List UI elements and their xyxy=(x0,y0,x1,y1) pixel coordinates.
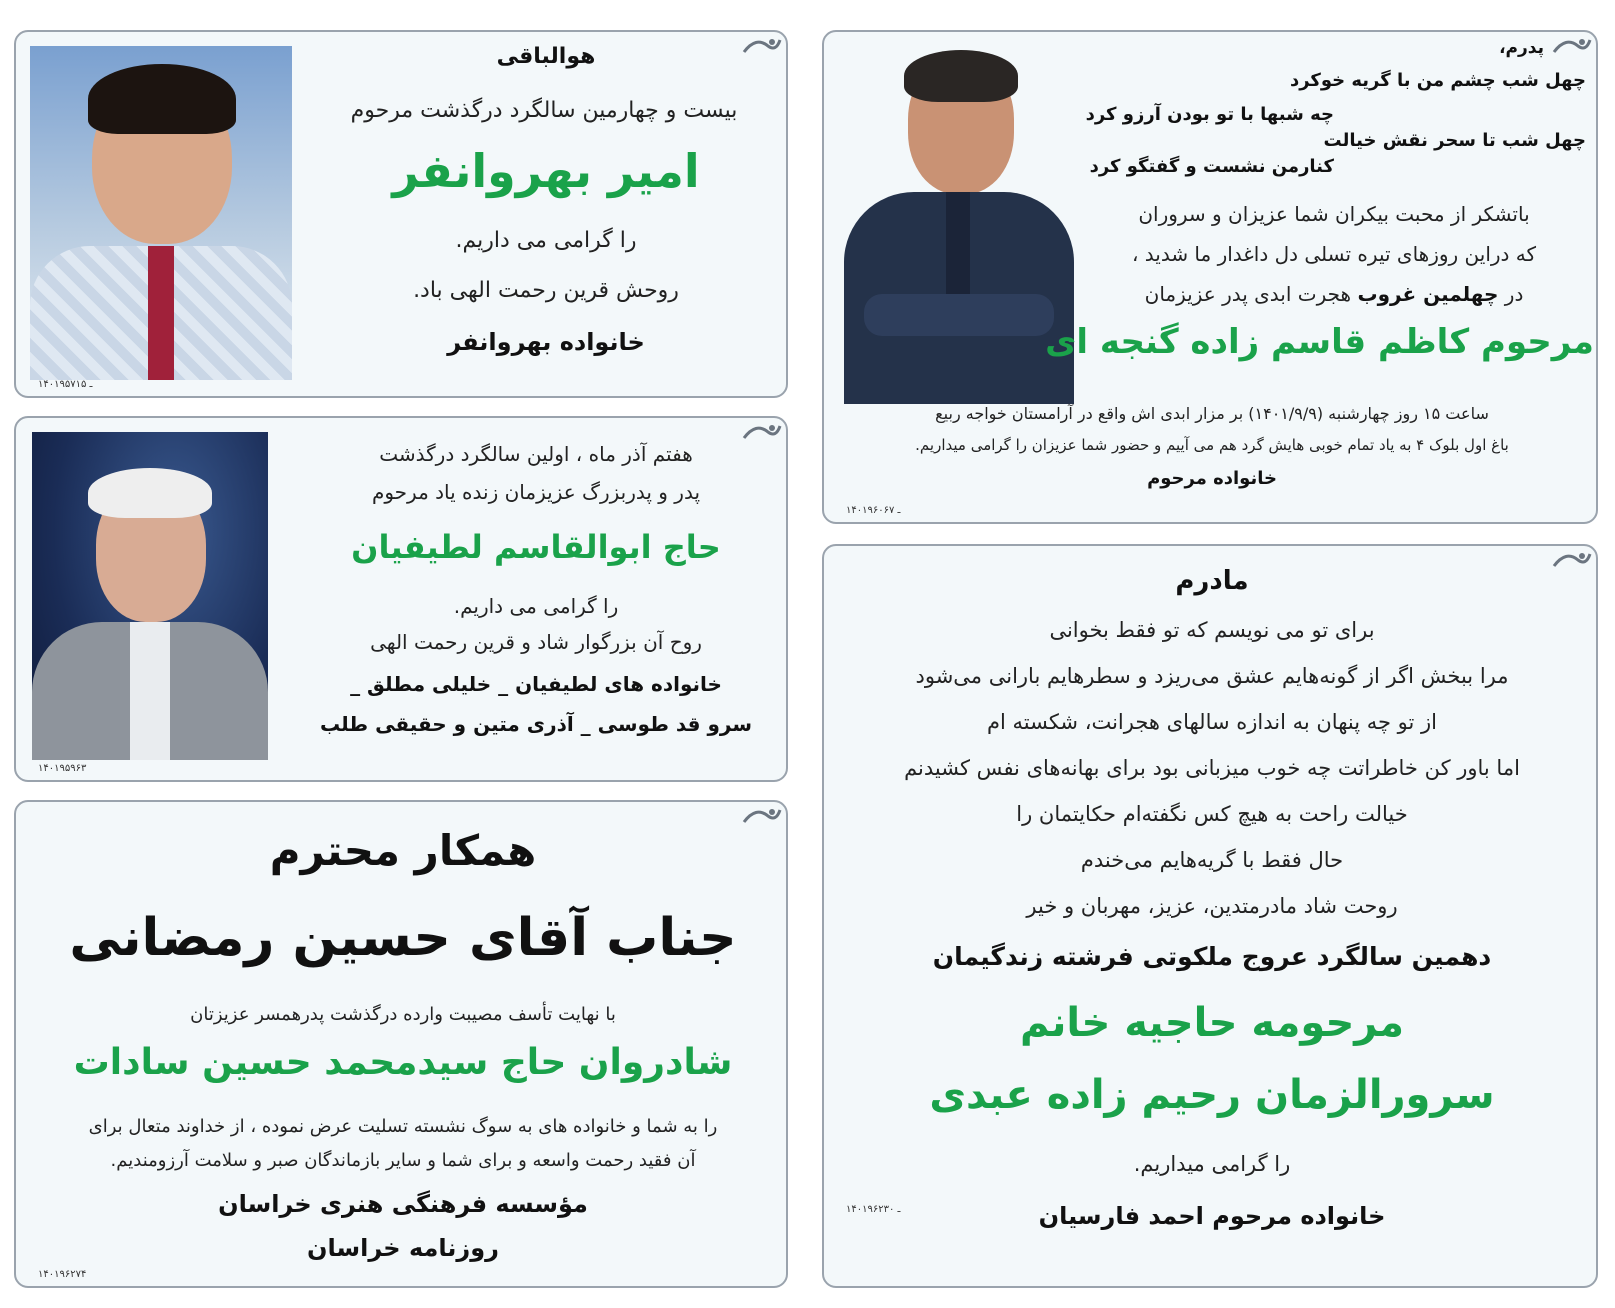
deceased-name: شادروان حاج سیدمحمد حسین سادات xyxy=(73,1042,733,1083)
text-line: آن فقید رحمت واسعه و برای شما و سایر بازماندگان صبر و سلامت آرزومندیم. xyxy=(110,1150,696,1171)
text-line: روحش قرین رحمت الهی باد. xyxy=(413,278,679,303)
ornament-icon xyxy=(742,804,782,826)
deceased-name: حاج ابوالقاسم لطیفیان xyxy=(351,528,721,566)
deceased-name: مرحوم کاظم قاسم زاده گنجه ای xyxy=(1045,322,1594,362)
portrait-photo xyxy=(32,432,268,760)
family-name: خانواده بهروانفر xyxy=(447,328,645,356)
ad-code: ۱۴۰۱۹۶۰۶۷ ـ xyxy=(846,505,901,516)
text-line: باتشکر از محبت بیکران شما عزیزان و سروران xyxy=(1138,202,1530,226)
text-line xyxy=(1074,282,1594,306)
deceased-name: مرحومه حاجیه خانم xyxy=(1020,1000,1404,1046)
ad-code: ۱۴۰۱۹۵۷۱۵ ـ xyxy=(38,379,93,390)
poem-line: کنارمن نشست و گفتگو کرد xyxy=(1089,156,1334,177)
text-line: با نهایت تأسف مصیبت وارده درگذشت پدرهمسر عزیزتان xyxy=(190,1004,616,1025)
poem-line: از تو چه پنهان به اندازه سالهای هجرانت، شکسته ام xyxy=(986,710,1437,734)
ad-code: ۱۴۰۱۹۵۹۶۳ xyxy=(38,763,87,774)
ornament-icon xyxy=(742,420,782,442)
family-name: خانواده مرحوم احمد فارسیان xyxy=(1038,1202,1386,1230)
text-line: روح آن بزرگوار شاد و قرین رحمت الهی xyxy=(370,630,702,654)
heading: هوالباقی xyxy=(496,44,596,69)
text-line: بیست و چهارمین سالگرد درگذشت مرحوم xyxy=(350,98,738,123)
poem-line: روحت شاد مادرمتدین، عزیز، مهربان و خیر xyxy=(1026,894,1398,918)
text-line: را گرامی میداریم. xyxy=(1133,1152,1291,1176)
obituary-card-behravanfar xyxy=(14,30,788,398)
portrait-photo xyxy=(844,44,1074,404)
text-part: هجرت ابدی پدر عزیزمان xyxy=(1144,282,1352,306)
poem-line: چهل شب چشم من با گریه خوکرد xyxy=(1289,70,1586,91)
condolence-card-ramezani xyxy=(14,800,788,1288)
obituary-card-farsian xyxy=(822,544,1598,1288)
text-line: را گرامی می داریم. xyxy=(453,594,619,618)
obituary-card-ghasemzadeh xyxy=(822,30,1598,524)
family-line: خانواده های لطیفیان _ خلیلی مطلق _ xyxy=(350,672,722,696)
poem-line: خیالت راحت به هیچ کس نگفته‌ام حکایتمان را xyxy=(1016,802,1408,826)
text-line: باغ اول بلوک ۴ به یاد تمام خوبی هایش گرد هم می آییم و حضور شما عزیزان را گرامی میداریم. xyxy=(915,436,1509,454)
organization: روزنامه خراسان xyxy=(307,1234,499,1262)
family-line: سرو قد طوسی _ آذری متین و حقیقی طلب xyxy=(319,712,753,736)
poem-line: پدرم، xyxy=(1499,38,1544,58)
heading: مادرم xyxy=(1175,566,1249,596)
deceased-name: سرورالزمان رحیم زاده عبدی xyxy=(929,1072,1495,1118)
ad-code: ۱۴۰۱۹۶۲۳۰ ـ xyxy=(846,1204,901,1215)
deceased-name: امیر بهروانفر xyxy=(392,144,700,198)
text-line: پدر و پدربزرگ عزیزمان زنده یاد مرحوم xyxy=(371,480,701,504)
anniversary-line: دهمین سالگرد عروج ملکوتی فرشته زندگیمان xyxy=(932,942,1492,971)
addressee: جناب آقای حسین رمضانی xyxy=(69,908,737,968)
poem-line: برای تو می نویسم که تو فقط بخوانی xyxy=(1049,618,1375,642)
poem-line: حال فقط با گریه‌هایم می‌خندم xyxy=(1080,848,1344,872)
text-line: که دراین روزهای تیره تسلی دل داغدار ما شدید ، xyxy=(1131,242,1537,266)
text-part: در xyxy=(1504,282,1524,306)
poem-line: چه شبها با تو بودن آرزو کرد xyxy=(1085,104,1334,125)
poem-line: چهل شب تا سحر نقش خیالت xyxy=(1323,130,1586,151)
text-emphasis: چهلمین غروب xyxy=(1357,282,1499,306)
poem-line: مرا ببخش اگر از گونه‌هایم عشق می‌ریزد و سطرهایم بارانی می‌شود xyxy=(915,664,1509,688)
portrait-photo xyxy=(30,46,292,380)
obituary-card-latifian xyxy=(14,416,788,782)
text-line: هفتم آذر ماه ، اولین سالگرد درگذشت xyxy=(379,442,693,466)
text-line: را به شما و خانواده های به سوگ نشسته تسلیت عرض نموده ، از خداوند متعال برای xyxy=(88,1116,718,1137)
poem-line: اما باور کن خاطراتت چه خوب میزبانی بود برای بهانه‌های نفس کشیدنم xyxy=(904,756,1520,780)
title: همکار محترم xyxy=(269,826,537,875)
text-line: را گرامی می داریم. xyxy=(455,228,637,253)
organization: مؤسسه فرهنگی هنری خراسان xyxy=(218,1190,588,1218)
family-name: خانواده مرحوم xyxy=(1147,468,1277,489)
ornament-icon xyxy=(1552,34,1592,56)
text-line: ساعت ۱۵ روز چهارشنبه (۱۴۰۱/۹/۹) بر مزار ابدی اش واقع در آرامستان خواجه ربیع xyxy=(935,404,1489,423)
ad-code: ۱۴۰۱۹۶۲۷۴ xyxy=(38,1269,87,1280)
